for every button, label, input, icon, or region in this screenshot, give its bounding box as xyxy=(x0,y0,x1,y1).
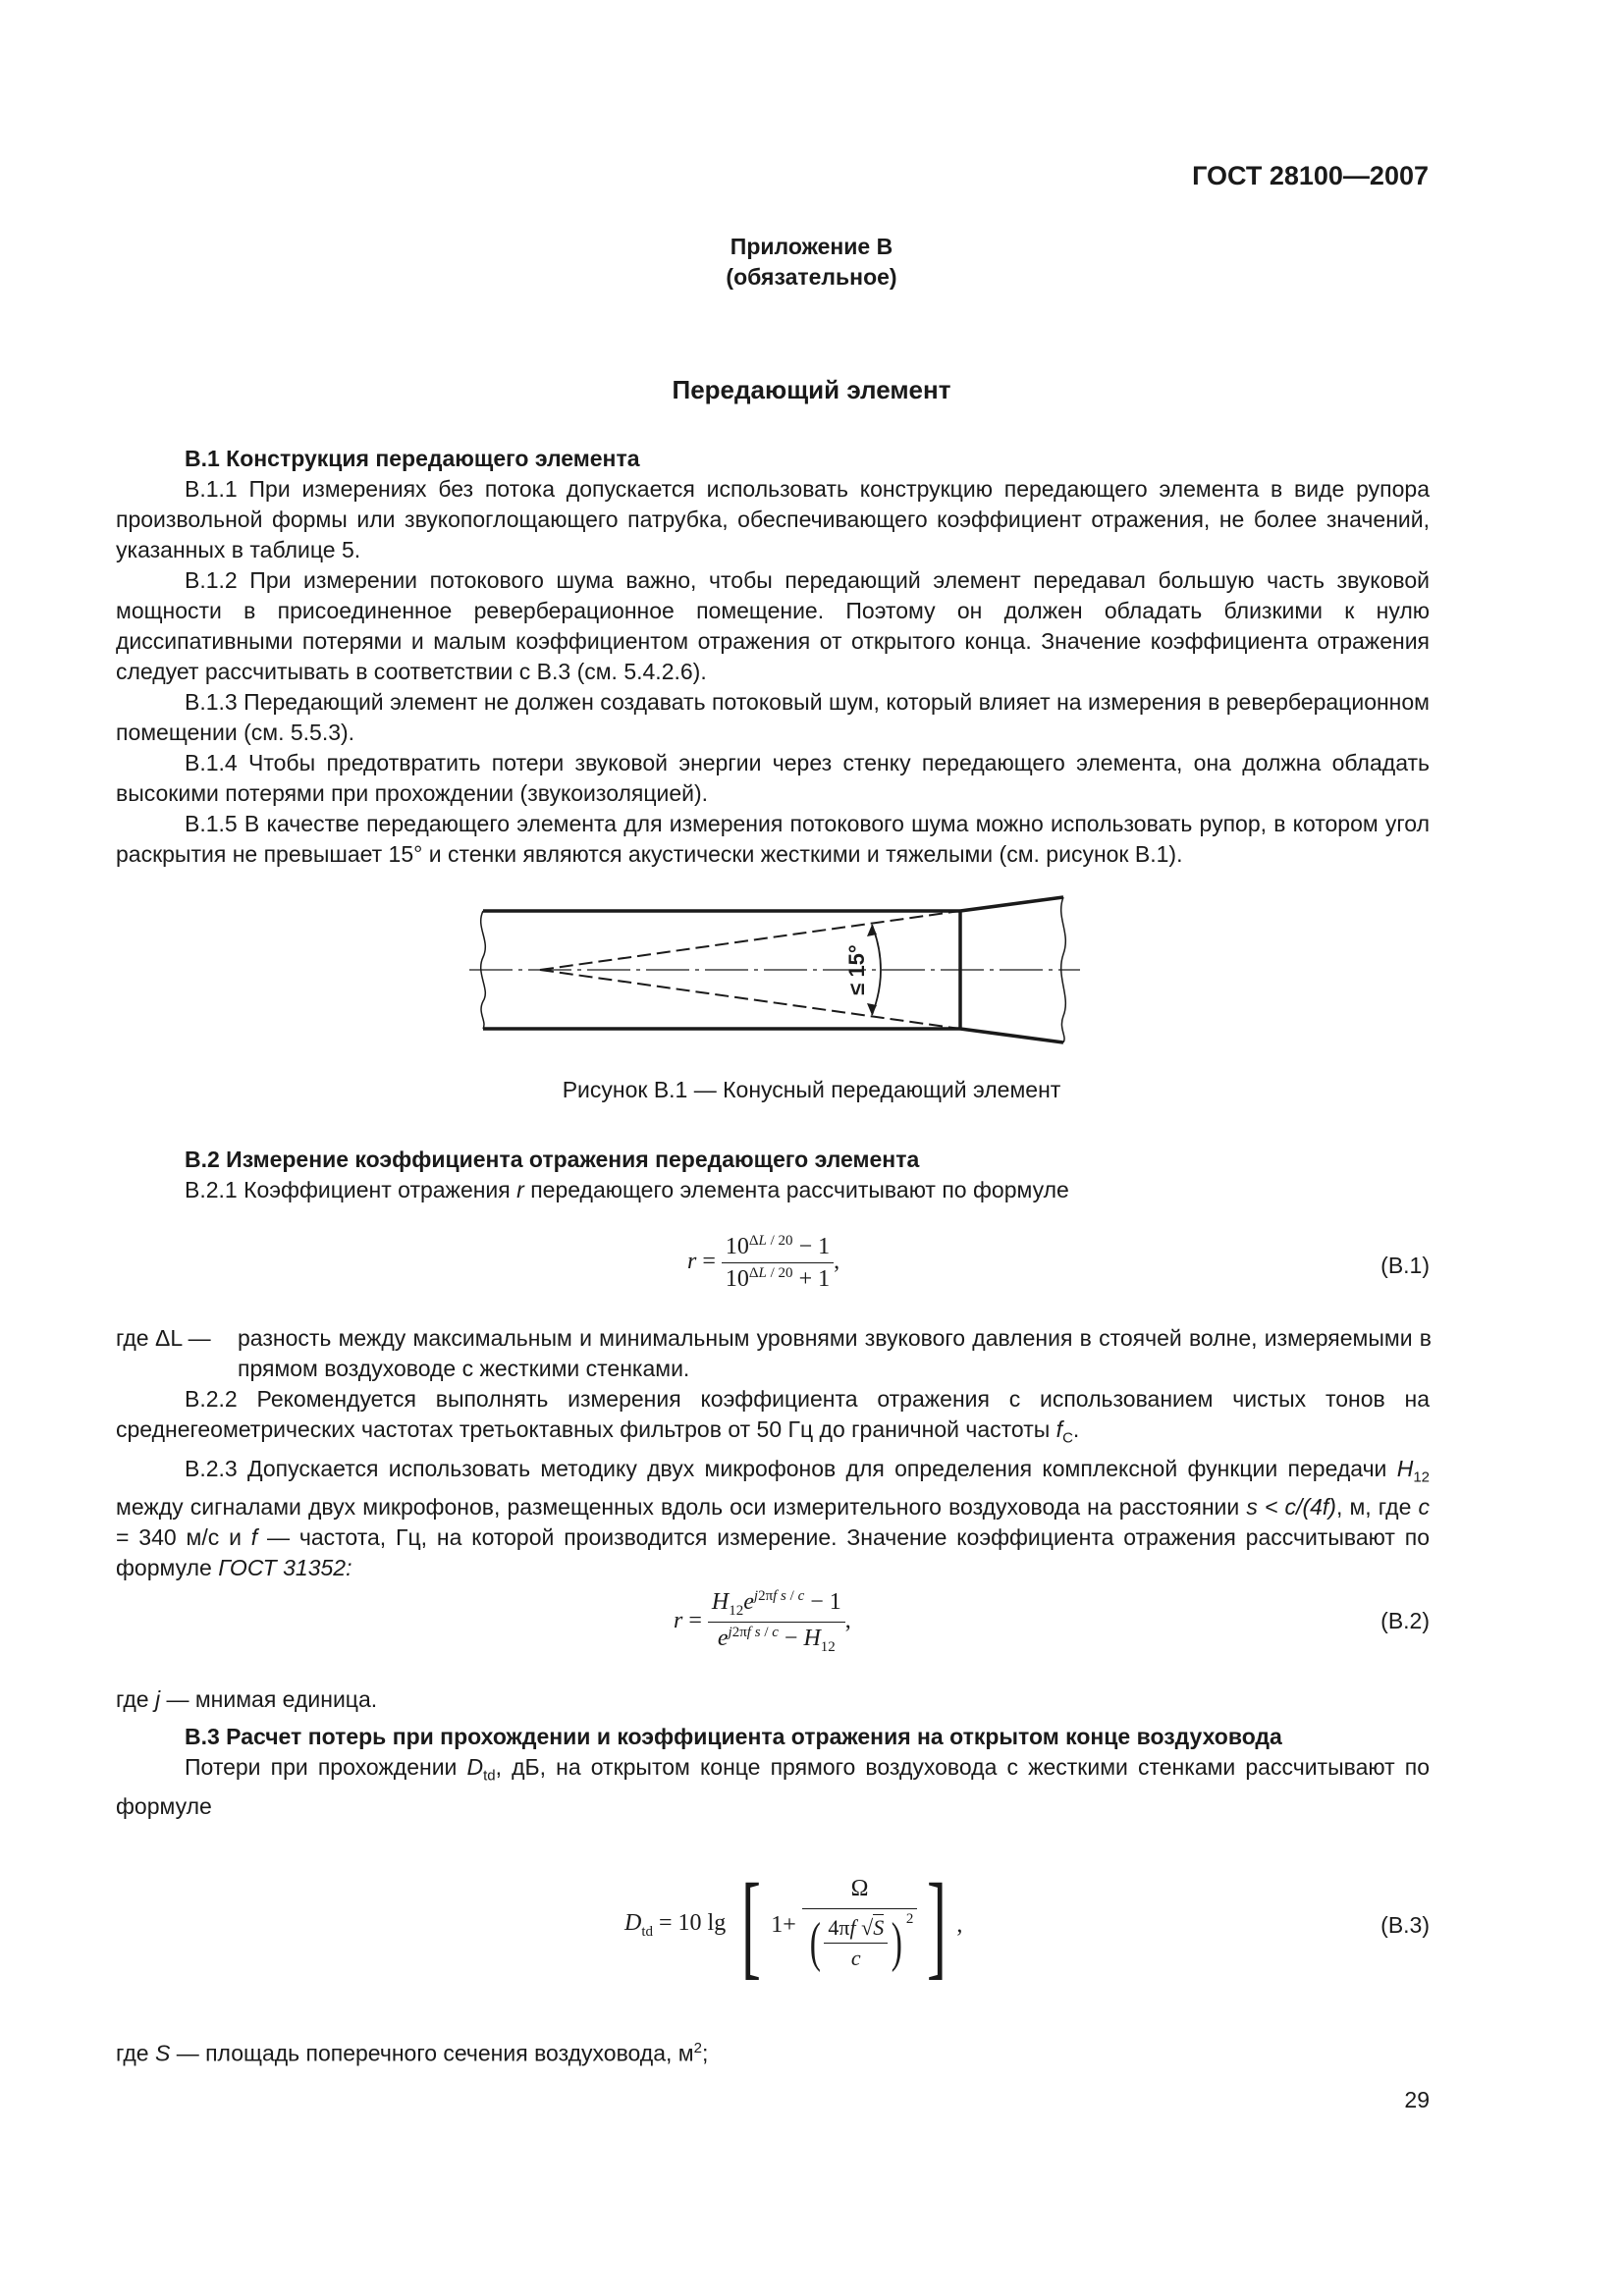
where-j: где j — мнимая единица. xyxy=(116,1686,378,1712)
where-s: где S — площадь поперечного сечения воздуховода, $м^2$; xyxy=(116,2040,709,2066)
horn-top-wall xyxy=(960,897,1063,911)
horn-bottom-wall xyxy=(960,1029,1063,1042)
equation-b1-number: (В.1) xyxy=(1380,1253,1430,1278)
appendix-title: Приложение В xyxy=(730,234,893,259)
paragraph-b1-3: В.1.3 Передающий элемент не должен создавать потоковый шум, который влияет на измерения в реверберационном помещении (см. 5.5.3). xyxy=(116,689,1430,745)
arrow-bottom xyxy=(867,1003,877,1015)
conical-element-figure xyxy=(461,883,1090,1050)
equation-b1: r = $\frac{10^{\Delta L / 20} - 1}{10^{\Delta L / 20} + 1}$ , xyxy=(687,1233,840,1292)
paragraph-b2-1: В.2.1 Коэффициент отражения r передающего элемента рассчитывают по формуле xyxy=(185,1177,1069,1202)
section-b3-heading: В.3 Расчет потерь при прохождении и коэффициента отражения на открытом конце воздуховода xyxy=(185,1724,1282,1749)
paragraph-b1-4: В.1.4 Чтобы предотвратить потери звуковой энергии через стенку передающего элемента, она должна обладать высокими потерями при прохождении (звукоизоляцией). xyxy=(116,750,1430,806)
page-title: Передающий элемент xyxy=(672,375,951,404)
equation-b2-number: (В.2) xyxy=(1380,1608,1430,1633)
cone-line-lower xyxy=(540,970,960,1029)
paragraph-b1-5: В.1.5 В качестве передающего элемента для измерения потокового шума можно использовать рупор, в котором угол раскрытия не превышает 15° и стенки являются акустически жесткими и тяжелыми (см. рисунок В.1). xyxy=(116,811,1430,867)
arrow-top xyxy=(867,925,877,936)
section-b2-intro xyxy=(116,1145,1430,1205)
paragraph-b2-2: В.2.2 Рекомендуется выполнять измерения коэффициента отражения с использованием чистых тонов на среднегеометрических частотах третьоктавных фильтров от 50 Гц до граничной частоты $f_C$. xyxy=(116,1386,1430,1447)
paragraph-b1-2: В.1.2 При измерении потокового шума важно, чтобы передающий элемент передавал большую часть звуковой мощности в присоединенное реверберационное помещение. Поэтому он должен обладать близкими к нулю диссипативными потерями и малым коэффициентом отражения от открытого конца. Значение коэффициента отражения следует рассчитывать в соответствии с В.3 (см. 5.4.2.6). xyxy=(116,567,1430,684)
standard-header: ГОСТ 28100—2007 xyxy=(1192,161,1429,190)
section-b2-heading: В.2 Измерение коэффициента отражения передающего элемента xyxy=(185,1147,920,1172)
section-b2-body xyxy=(116,1384,1430,1583)
where-delta-l xyxy=(116,1323,1432,1384)
appendix-status: (обязательное) xyxy=(726,264,897,290)
equation-b2: r = $\frac{H_{12}e^{j2\pi f s / c} - 1}{e^{j2\pi f s / c} - H_{12}}$ , xyxy=(674,1588,851,1655)
paragraph-b3-1: Потери при прохождении $D_{td}$, дБ, на открытом конце прямого воздуховода с жесткими стенками рассчитывают по формуле xyxy=(116,1754,1430,1819)
figure-caption: Рисунок В.1 — Конусный передающий элемент xyxy=(562,1077,1061,1102)
section-b3 xyxy=(116,1722,1430,1822)
paragraph-b1-1: В.1.1 При измерениях без потока допускается использовать конструкцию передающего элемента в виде рупора произвольной формы или звукопоглощающего патрубка, обеспечивающего коэффициент отражения, не более значений, указанных в таблице 5. xyxy=(116,476,1430,562)
angle-label: ≤ 15° xyxy=(843,944,869,995)
page-number: 29 xyxy=(1404,2087,1430,2112)
where-delta-l-text: разность между максимальным и минимальным уровнями звукового давления в стоячей волне, измеряемыми в прямом воздуховоде с жесткими стенками. xyxy=(238,1325,1432,1381)
where-delta-l-label: где ΔL — xyxy=(116,1325,211,1351)
equation-b3-number: (В.3) xyxy=(1380,1912,1430,1938)
equation-b3: $D_{td} = 10$ lg [ 1+ Ω ( $\frac{4\pi f √S}{c}$ ) $^2$ ] , xyxy=(624,1859,963,1990)
cone-line-upper xyxy=(540,911,960,970)
appendix-heading xyxy=(0,232,1623,293)
section-b1-heading: В.1 Конструкция передающего элемента xyxy=(185,446,640,471)
section-b1 xyxy=(116,444,1430,870)
paragraph-b2-3: В.2.3 Допускается использовать методику двух микрофонов для определения комплексной функции передачи $H_{12}$ между сигналами двух микрофонов, размещенных вдоль оси измерительного воздуховода на расстоянии s < c/(4f), м, где c = 340 м/с и f — частота, Гц, на которой производится измерение. Значение коэффициента отражения рассчитывают по формуле ГОСТ 31352: xyxy=(116,1455,1431,1581)
